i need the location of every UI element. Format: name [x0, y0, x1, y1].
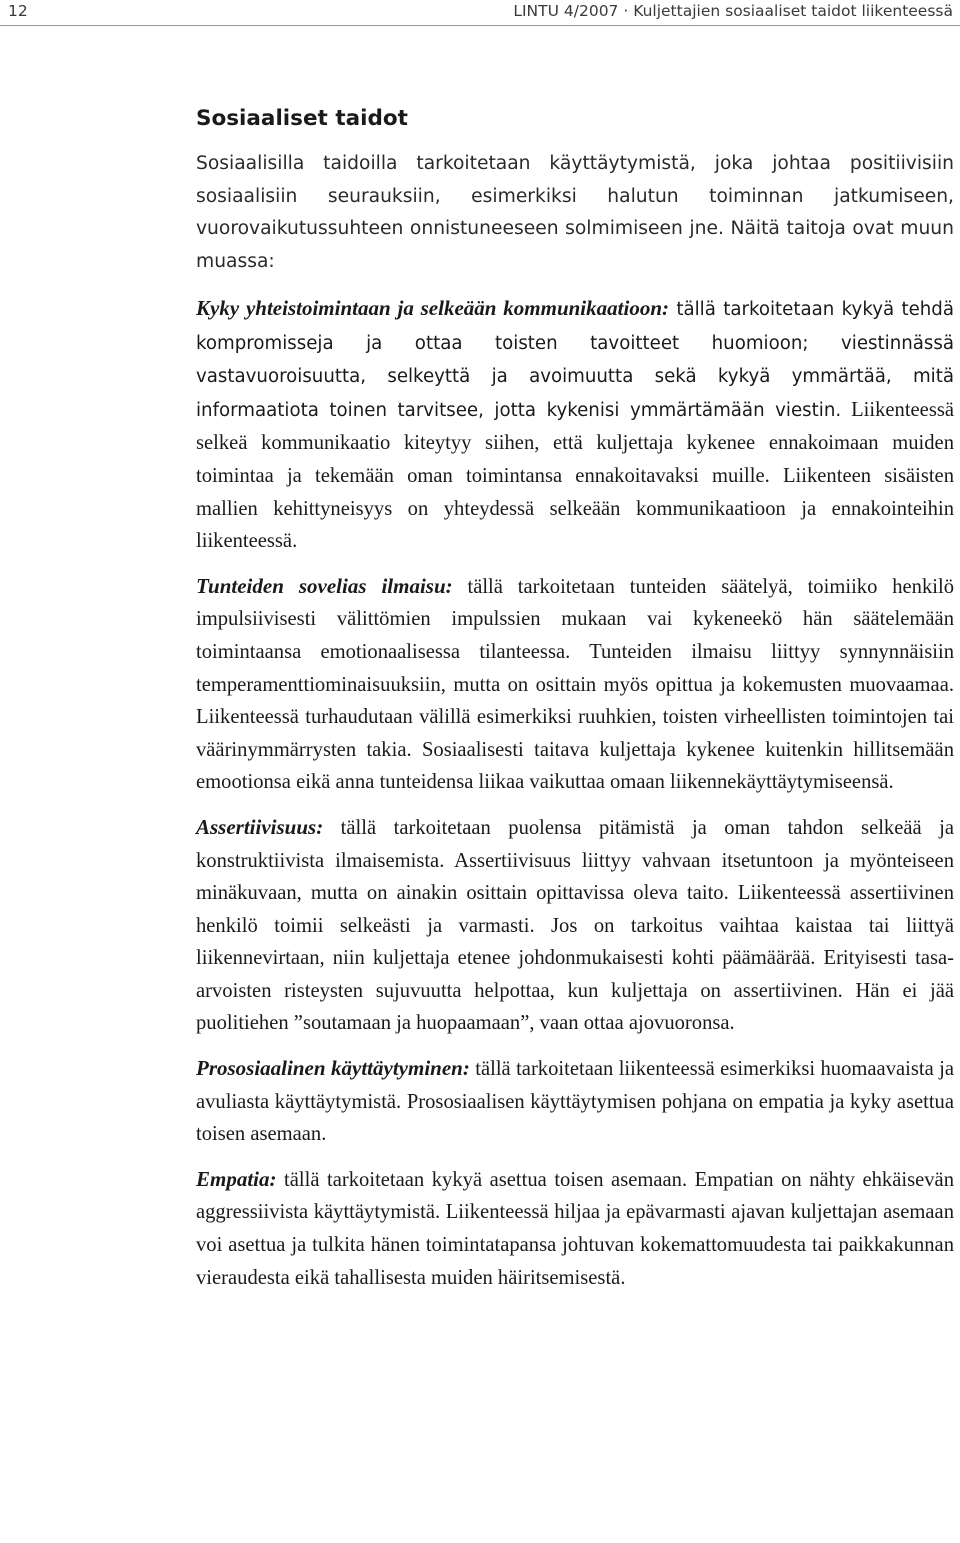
paragraph-text: tällä tarkoitetaan tunteiden säätelyä, toimiiko henkilö impulsiivisesti välittömien impulssien mukaan vai kykeneekö hän säätelemään toimintaansa emotionaalisessa tilanteessa. Tunteiden ilmaisu liittyy synnynnäisiin temperamenttiominaisuuksiin, mutta on osittain myös opittua ja kokemusten muovaamaa. Liikenteessä turhaudutaan välillä esimerkiksi ruuhkien, toisten virheellisten toimintojen tai väärinymmärrysten takia. Sosiaalisesti taitava kuljettaja kykenee kuitenkin hillitsemään emootionsa eikä anna tunteidensa liikaa vaikuttaa omaan liikennekäyttäytymiseensä.	[196, 575, 954, 794]
paragraph-communication	[196, 292, 954, 558]
paragraph-prosocial	[196, 1052, 954, 1151]
term-communication: Kyky yhteistoimintaan ja selkeään kommunikaatioon:	[196, 296, 669, 320]
term-emotion-expression: Tunteiden sovelias ilmaisu:	[196, 573, 453, 598]
paragraph-text: tällä tarkoitetaan liikenteessä esimerkiksi huomaavaista ja avuliasta käyttäytymistä. Prososiaalisen käyttäytymisen pohjana on empatia ja kyky asettua toisen asemaan.	[196, 1058, 954, 1146]
paragraph-text: tällä tarkoitetaan kykyä asettua toisen asemaan. Empatian on nähty ehkäisevän aggressiivista käyttäytymistä. Liikenteessä hiljaa ja epävarmasti ajavan kuljettajan asemaan voi asettua ja tulkita hänen toimintatapansa johtuvan kokemattomuudesta tai paikkakunnan vieraudesta eikä tahallisesta muiden häiritsemisestä.	[196, 1168, 954, 1289]
page-number: 12	[8, 2, 28, 20]
term-empathy: Empatia:	[196, 1166, 277, 1191]
paragraph-text: Liikenteessä selkeä kommunikaatio kiteytyy siihen, että kuljettaja kykenee ennakoimaan muiden toimintaa ja tekemään oman toimintansa ennakoitavaksi muille. Liikenteen sisäisten mallien kehittyneisyys on yhteydessä selkeään kommunikaatioon ja ennakointeihin liikenteessä.	[196, 398, 954, 553]
paragraph-empathy	[196, 1163, 954, 1294]
article-body	[196, 104, 954, 1306]
running-title: LINTU 4/2007 · Kuljettajien sosiaaliset taidot liikenteessä	[513, 2, 953, 20]
paragraph-lead-text: tällä tarkoitetaan kykyä tehdä kompromisseja ja ottaa toisten tavoitteet huomioon; viestinnässä vastavuoroisuutta, selkeyttä ja avoimuutta sekä kykyä ymmärtää, mitä informaatiota toinen tarvitsee, jotta kykenisi ymmärtämään viestin.	[196, 299, 954, 421]
term-prosocial: Prososiaalinen käyttäytyminen:	[196, 1056, 470, 1081]
paragraph-emotion-expression	[196, 570, 954, 799]
paragraph-assertiveness	[196, 811, 954, 1040]
section-intro: Sosiaalisilla taidoilla tarkoitetaan käyttäytymistä, joka johtaa positiivisiin sosiaalisiin seurauksiin, esimerkiksi halutun toiminnan jatkumiseen, vuorovaikutussuhteen onnistuneeseen solmimiseen jne. Näitä taitoja ovat muun muassa:	[196, 153, 954, 272]
term-assertiveness: Assertiivisuus:	[196, 814, 324, 839]
running-header	[0, 0, 960, 26]
paragraph-text: tällä tarkoitetaan puolensa pitämistä ja oman tahdon selkeää ja konstruktiivista ilmaisemista. Assertiivisuus liittyy vahvaan itsetuntoon ja myönteiseen minäkuvaan, mutta on ainakin osittain opittavissa oleva taito. Liikenteessä assertiivinen henkilö toimii selkeästi ja varmasti. Jos on tarkoitus vaihtaa kaistaa tai liittyä liikennevirtaan, niin kuljettaja etenee johdonmukaisesti kohti päämäärää. Erityisesti tasa-arvoisten risteysten sujuvuutta helpottaa, kun kuljettaja on assertiivinen. Hän ei jää puolitiehen ”soutamaan ja huopaamaan”, vaan ottaa ajovuoronsa.	[196, 816, 954, 1035]
section-title: Sosiaaliset taidot	[196, 106, 408, 131]
header-divider	[0, 25, 960, 26]
